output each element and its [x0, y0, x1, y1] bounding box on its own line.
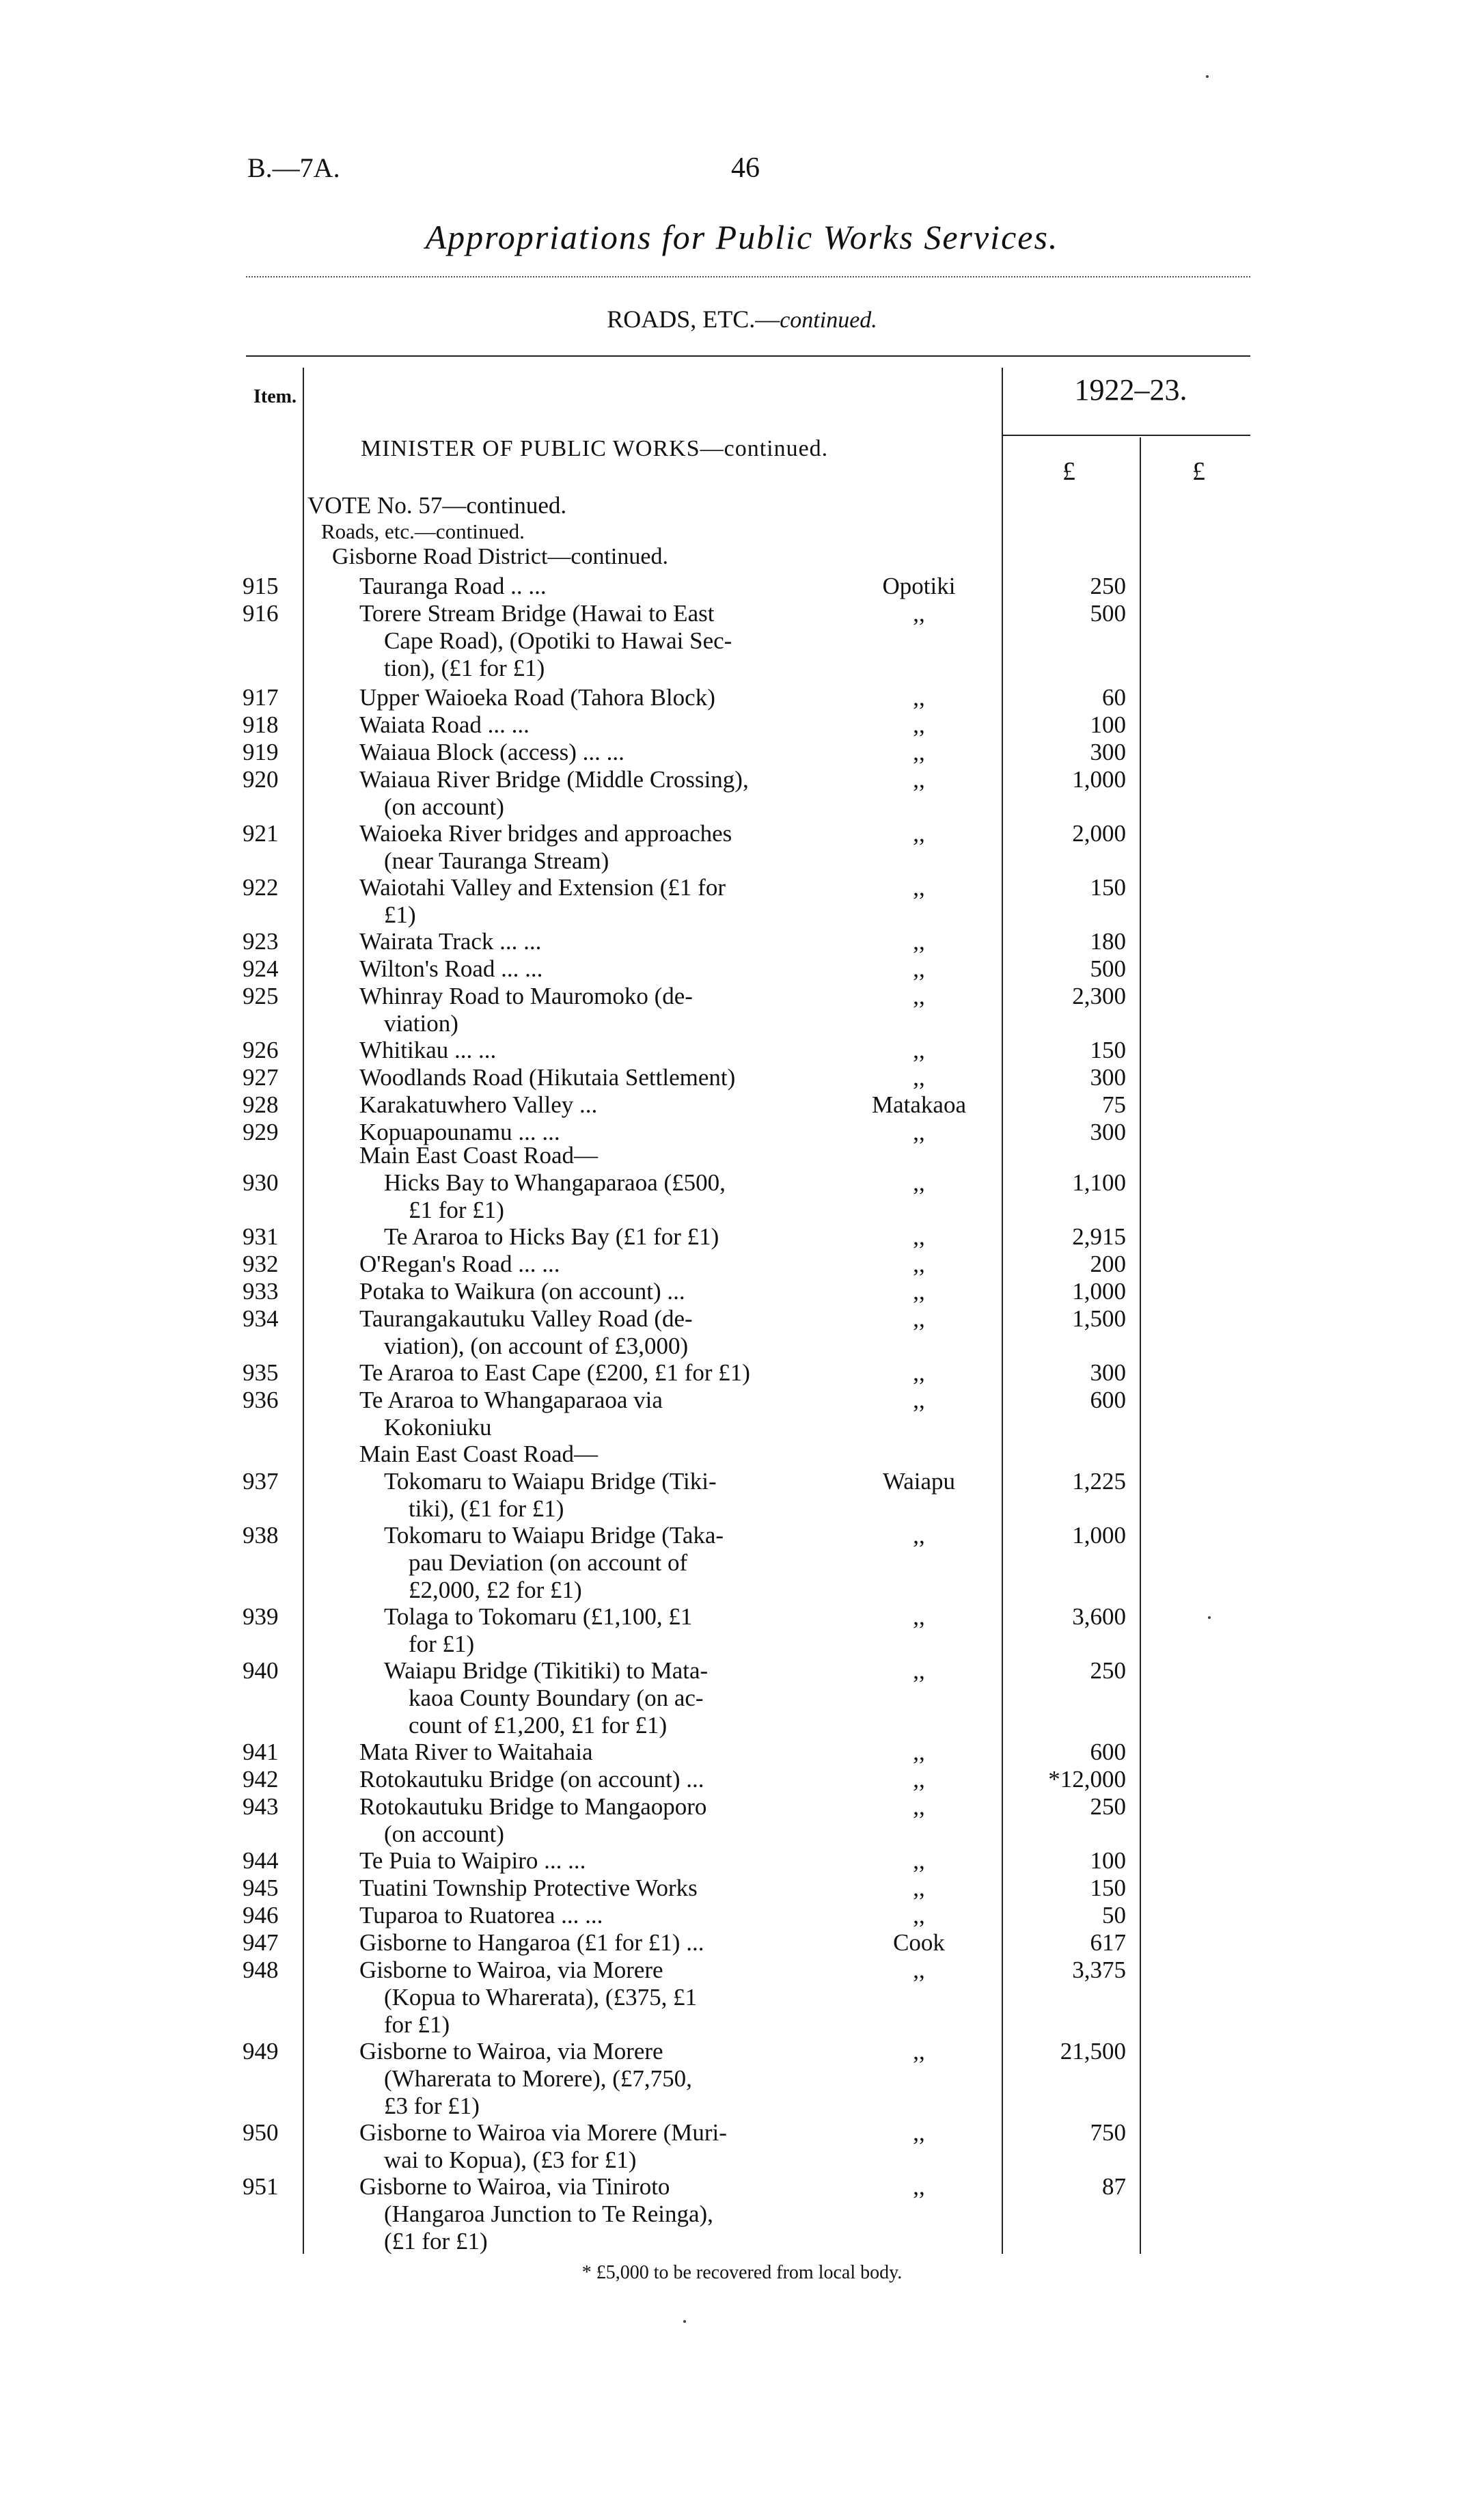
item-amount: 87 — [1102, 2173, 1126, 2200]
item-amount: 250 — [1090, 573, 1126, 599]
item-county: ,, — [913, 1957, 925, 1983]
item-description: Te Araroa to East Cape (£200, £1 for £1) — [359, 1359, 750, 1386]
item-description: Waiapu Bridge (Tikitiki) to Mata- kaoa County Boundary (on ac- count of £1,200, £1 for £1) — [384, 1657, 709, 1739]
item-description: Te Araroa to Hicks Bay (£1 for £1) — [384, 1223, 719, 1250]
item-county: ,, — [913, 1522, 925, 1549]
item-amount: 150 — [1090, 1875, 1126, 1901]
item-number: 915 — [243, 573, 279, 599]
main-east-coast-heading: Main East Coast Road— — [359, 1142, 598, 1169]
item-county: ,, — [913, 874, 925, 901]
item-amount: 500 — [1090, 600, 1126, 627]
item-county: ,, — [913, 928, 925, 955]
item-column-divider — [303, 368, 304, 2254]
item-description: Tokomaru to Waiapu Bridge (Tiki- tiki), (£1 for £1) — [384, 1468, 717, 1522]
item-county: ,, — [913, 1305, 925, 1332]
item-county: ,, — [913, 2038, 925, 2065]
vote-heading: VOTE No. 57—continued. — [307, 492, 567, 519]
item-amount: *12,000 — [1048, 1766, 1126, 1793]
item-number: 934 — [243, 1305, 279, 1332]
item-county: ,, — [913, 820, 925, 847]
pound-column-divider — [1140, 437, 1141, 2254]
pound-sign-1: £ — [1062, 457, 1075, 486]
item-county: ,, — [913, 739, 925, 765]
item-number: 926 — [243, 1037, 279, 1063]
item-description: Tokomaru to Waiapu Bridge (Taka- pau Deviation (on account of £2,000, £2 for £1) — [384, 1522, 724, 1603]
item-number: 943 — [243, 1793, 279, 1820]
item-description: Karakatuwhero Valley ... — [359, 1091, 598, 1118]
year-column-header: 1922–23. — [1074, 373, 1187, 407]
item-description: Wilton's Road ... ... — [359, 955, 543, 982]
title-divider — [246, 276, 1250, 277]
item-county: ,, — [913, 1847, 925, 1874]
item-description: Tolaga to Tokomaru (£1,100, £1 for £1) — [384, 1603, 693, 1657]
item-amount: 75 — [1102, 1091, 1126, 1118]
item-description: Upper Waioeka Road (Tahora Block) — [359, 684, 715, 711]
item-description: Waiaua Block (access) ... ... — [359, 739, 624, 765]
item-amount: 150 — [1090, 1037, 1126, 1063]
item-county: ,, — [913, 1119, 925, 1145]
item-amount: 1,500 — [1072, 1305, 1126, 1332]
item-number: 945 — [243, 1875, 279, 1901]
item-number: 930 — [243, 1169, 279, 1196]
item-number: 949 — [243, 2038, 279, 2065]
item-amount: 300 — [1090, 1064, 1126, 1091]
item-county: ,, — [913, 1793, 925, 1820]
item-number: 923 — [243, 928, 279, 955]
item-number: 919 — [243, 739, 279, 765]
item-description: Te Araroa to Whangaparaoa via Kokoniuku — [359, 1387, 663, 1441]
item-amount: 3,375 — [1072, 1957, 1126, 1983]
item-county: ,, — [913, 983, 925, 1009]
item-number: 951 — [243, 2173, 279, 2200]
item-amount: 250 — [1090, 1657, 1126, 1684]
item-amount: 2,300 — [1072, 983, 1126, 1009]
item-description: Gisborne to Wairoa, via Morere (Wharerata to Morere), (£7,750, £3 for £1) — [359, 2038, 692, 2119]
item-number: 938 — [243, 1522, 279, 1549]
item-number: 937 — [243, 1468, 279, 1495]
pound-sign-2: £ — [1192, 457, 1205, 486]
item-amount: 500 — [1090, 955, 1126, 982]
item-amount: 50 — [1102, 1902, 1126, 1929]
item-county: Opotiki — [882, 573, 956, 599]
item-county: ,, — [913, 955, 925, 982]
item-number: 920 — [243, 766, 279, 793]
district-heading: Gisborne Road District—continued. — [332, 544, 668, 569]
item-number: 922 — [243, 874, 279, 901]
item-description: Waioeka River bridges and approaches (near Tauranga Stream) — [359, 820, 732, 874]
item-description: Rotokautuku Bridge to Mangaoporo (on account) — [359, 1793, 707, 1847]
amount-column-divider — [1002, 368, 1003, 2254]
item-description: Waiotahi Valley and Extension (£1 for £1) — [359, 874, 726, 928]
item-number: 932 — [243, 1251, 279, 1277]
item-number: 916 — [243, 600, 279, 627]
item-number: 947 — [243, 1929, 279, 1956]
item-description: Waiaua River Bridge (Middle Crossing), (on account) — [359, 766, 749, 820]
item-description: Gisborne to Wairoa, via Tiniroto (Hangaroa Junction to Te Reinga), (£1 for £1) — [359, 2173, 713, 2254]
subvote-heading: Roads, etc.—continued. — [321, 519, 525, 543]
item-county: ,, — [913, 1603, 925, 1630]
item-amount: 1,000 — [1072, 1278, 1126, 1305]
scan-speck — [1208, 1616, 1211, 1619]
item-county: ,, — [913, 766, 925, 793]
item-number: 933 — [243, 1278, 279, 1305]
scan-speck — [683, 2320, 686, 2323]
item-description: Wairata Track ... ... — [359, 928, 542, 955]
item-amount: 150 — [1090, 874, 1126, 901]
item-number: 946 — [243, 1902, 279, 1929]
item-amount: 180 — [1090, 928, 1126, 955]
item-description: Kopuapounamu ... ... — [359, 1119, 560, 1145]
item-description: Gisborne to Wairoa via Morere (Muri- wai to Kopua), (£3 for £1) — [359, 2119, 727, 2173]
item-number: 917 — [243, 684, 279, 711]
item-amount: 1,100 — [1072, 1169, 1126, 1196]
year-header-rule — [1002, 435, 1250, 436]
item-county: ,, — [913, 1251, 925, 1277]
item-number: 936 — [243, 1387, 279, 1413]
item-amount: 2,000 — [1072, 820, 1126, 847]
item-number: 940 — [243, 1657, 279, 1684]
item-amount: 750 — [1090, 2119, 1126, 2146]
minister-heading: MINISTER OF PUBLIC WORKS—continued. — [361, 436, 829, 461]
item-county: ,, — [913, 600, 925, 627]
item-description: Woodlands Road (Hikutaia Settlement) — [359, 1064, 736, 1091]
item-county: ,, — [913, 1766, 925, 1793]
item-number: 941 — [243, 1739, 279, 1765]
item-county: ,, — [913, 1169, 925, 1196]
item-county: ,, — [913, 1875, 925, 1901]
item-number: 931 — [243, 1223, 279, 1250]
item-number: 942 — [243, 1766, 279, 1793]
item-county: ,, — [913, 1359, 925, 1386]
item-number: 921 — [243, 820, 279, 847]
item-amount: 1,000 — [1072, 1522, 1126, 1549]
item-amount: 300 — [1090, 1119, 1126, 1145]
item-description: Gisborne to Wairoa, via Morere (Kopua to Wharerata), (£375, £1 for £1) — [359, 1957, 698, 2038]
item-amount: 600 — [1090, 1387, 1126, 1413]
page-title: Appropriations for Public Works Services. — [425, 218, 1059, 256]
item-column-header: Item. — [253, 386, 297, 407]
item-number: 925 — [243, 983, 279, 1009]
item-amount: 600 — [1090, 1739, 1126, 1765]
item-amount: 300 — [1090, 739, 1126, 765]
item-description: Taurangakautuku Valley Road (de- viation), (on account of £3,000) — [359, 1305, 693, 1359]
item-amount: 617 — [1090, 1929, 1126, 1956]
item-county: ,, — [913, 711, 925, 738]
item-county: Waiapu — [882, 1468, 956, 1495]
item-amount: 2,915 — [1072, 1223, 1126, 1250]
item-description: Torere Stream Bridge (Hawai to East Cape Road), (Opotiki to Hawai Sec- tion), (£1 for £1) — [359, 600, 732, 681]
item-amount: 1,000 — [1072, 766, 1126, 793]
section-heading: ROADS, ETC.—continued. — [607, 305, 877, 333]
item-amount: 100 — [1090, 1847, 1126, 1874]
page-number: 46 — [731, 152, 760, 184]
item-amount: 1,225 — [1072, 1468, 1126, 1495]
scan-speck — [1206, 75, 1209, 78]
item-amount: 60 — [1102, 684, 1126, 711]
document-reference: B.—7A. — [247, 152, 340, 183]
item-number: 924 — [243, 955, 279, 982]
item-number: 948 — [243, 1957, 279, 1983]
item-description: Te Puia to Waipiro ... ... — [359, 1847, 586, 1874]
item-amount: 3,600 — [1072, 1603, 1126, 1630]
item-number: 939 — [243, 1603, 279, 1630]
main-east-coast-heading-2: Main East Coast Road— — [359, 1441, 598, 1467]
item-amount: 21,500 — [1060, 2038, 1126, 2065]
item-description: Tauranga Road .. ... — [359, 573, 547, 599]
item-description: Hicks Bay to Whangaparaoa (£500, £1 for £1) — [384, 1169, 726, 1223]
item-county: ,, — [913, 684, 925, 711]
item-county: ,, — [913, 1387, 925, 1413]
item-county: ,, — [913, 1037, 925, 1063]
table-top-rule — [246, 355, 1250, 357]
item-number: 927 — [243, 1064, 279, 1091]
item-description: Whitikau ... ... — [359, 1037, 497, 1063]
item-number: 935 — [243, 1359, 279, 1386]
item-number: 950 — [243, 2119, 279, 2146]
item-amount: 200 — [1090, 1251, 1126, 1277]
item-county: ,, — [913, 1223, 925, 1250]
footnote: * £5,000 to be recovered from local body. — [581, 2262, 903, 2283]
item-description: Potaka to Waikura (on account) ... — [359, 1278, 685, 1305]
item-description: Whinray Road to Mauromoko (de- viation) — [359, 983, 693, 1037]
item-county: ,, — [913, 1278, 925, 1305]
item-county: ,, — [913, 1902, 925, 1929]
item-number: 929 — [243, 1119, 279, 1145]
item-county: ,, — [913, 2173, 925, 2200]
item-county: ,, — [913, 1657, 925, 1684]
item-number: 918 — [243, 711, 279, 738]
item-description: Rotokautuku Bridge (on account) ... — [359, 1766, 704, 1793]
item-county: Cook — [893, 1929, 945, 1956]
item-description: O'Regan's Road ... ... — [359, 1251, 560, 1277]
item-number: 944 — [243, 1847, 279, 1874]
item-county: ,, — [913, 1739, 925, 1765]
item-description: Mata River to Waitahaia — [359, 1739, 593, 1765]
item-description: Tuparoa to Ruatorea ... ... — [359, 1902, 603, 1929]
item-county: ,, — [913, 2119, 925, 2146]
item-description: Waiata Road ... ... — [359, 711, 530, 738]
item-number: 928 — [243, 1091, 279, 1118]
item-county: ,, — [913, 1064, 925, 1091]
item-amount: 300 — [1090, 1359, 1126, 1386]
item-description: Tuatini Township Protective Works — [359, 1875, 698, 1901]
item-description: Gisborne to Hangaroa (£1 for £1) ... — [359, 1929, 704, 1956]
item-county: Matakaoa — [872, 1091, 966, 1118]
item-amount: 100 — [1090, 711, 1126, 738]
item-amount: 250 — [1090, 1793, 1126, 1820]
